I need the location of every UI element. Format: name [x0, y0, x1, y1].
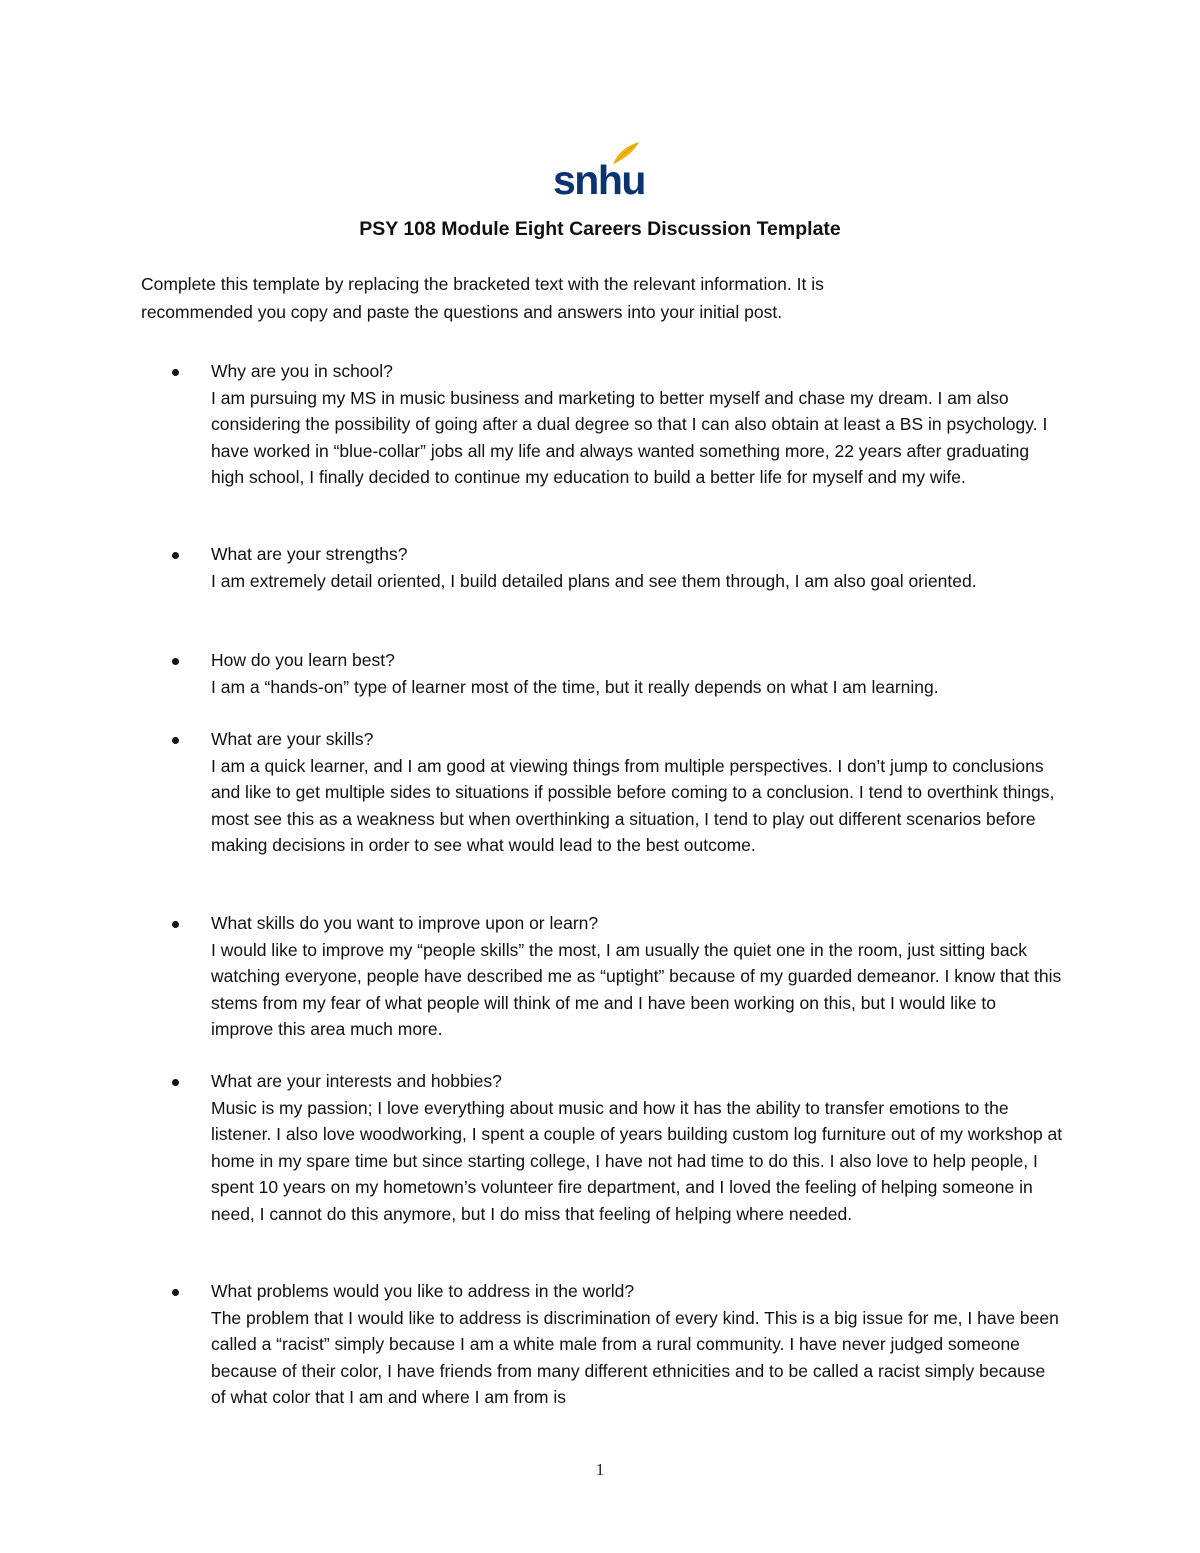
question-text: What are your interests and hobbies? — [211, 1071, 502, 1091]
logo-wordmark: snhu — [553, 157, 645, 203]
answer-text: I am extremely detail oriented, I build detailed plans and see them through, I am also goal oriented. — [211, 570, 977, 591]
answer-text: I am a “hands-on” type of learner most of the time, but it really depends on what I am learning. — [211, 676, 939, 697]
bullet-icon — [172, 921, 179, 928]
answer-text: I am a quick learner, and I am good at viewing things from multiple perspectives. I don’t jump to conclusions and like to get multiple sides to situations if possible before coming to a conclusion. I tend to overthink things, most see this as a weakness but when overthinking a situation, I tend to play out different scenarios before making decisions in order to see what would lead to the best outcome. — [211, 755, 1055, 855]
bullet-icon — [172, 737, 179, 744]
question-text: How do you learn best? — [211, 650, 395, 670]
snhu-logo — [553, 140, 643, 204]
bullet-icon — [172, 369, 179, 376]
intro-line: recommended you copy and paste the questions and answers into your initial post. — [141, 302, 783, 322]
page-number: 1 — [595, 1460, 605, 1479]
bullet-icon — [172, 552, 179, 559]
bullet-icon — [172, 1289, 179, 1296]
question-text: Why are you in school? — [211, 361, 393, 381]
answer-text: Music is my passion; I love everything about music and how it has the ability to transfer emotions to the listener. I also love woodworking, I spent a couple of years building custom log furniture out of my workshop at home in my spare time but since starting college, I have not had time to do this. I also love to help people, I spent 10 years on my hometown’s volunteer fire department, and I loved the feeling of helping someone in need, I cannot do this anymore, but I do miss that feeling of helping where needed. — [211, 1097, 1063, 1224]
page-title: PSY 108 Module Eight Careers Discussion Template — [359, 218, 841, 240]
question-text: What problems would you like to address in the world? — [211, 1281, 635, 1301]
intro-line: Complete this template by replacing the bracketed text with the relevant information. It is — [141, 274, 824, 294]
question-text: What are your skills? — [211, 729, 374, 749]
bullet-icon — [172, 1079, 179, 1086]
answer-text: I am pursuing my MS in music business and marketing to better myself and chase my dream. I am also considering the possibility of going after a dual degree so that I can also obtain at least a BS in psychology. I have worked in “blue-collar” jobs all my life and always wanted something more, 22 years after graduating high school, I finally decided to continue my education to build a better life for myself and my wife. — [211, 387, 1048, 487]
answer-text: The problem that I would like to address is discrimination of every kind. This is a big issue for me, I have been called a “racist” simply because I am a white male from a rural community. I have never judged someone because of their color, I have friends from many different ethnicities and to be called a racist simply because of what color that I am and where I am from is — [211, 1307, 1059, 1407]
answer-text: I would like to improve my “people skills” the most, I am usually the quiet one in the room, just sitting back watching everyone, people have described me as “uptight” because of my guarded demeanor. I know that this stems from my fear of what people will think of me and I have been working on this, but I would like to improve this area much more. — [211, 939, 1062, 1039]
intro-paragraph — [141, 270, 1071, 326]
bullet-icon — [172, 658, 179, 665]
question-text: What skills do you want to improve upon or learn? — [211, 913, 599, 933]
question-text: What are your strengths? — [211, 544, 408, 564]
